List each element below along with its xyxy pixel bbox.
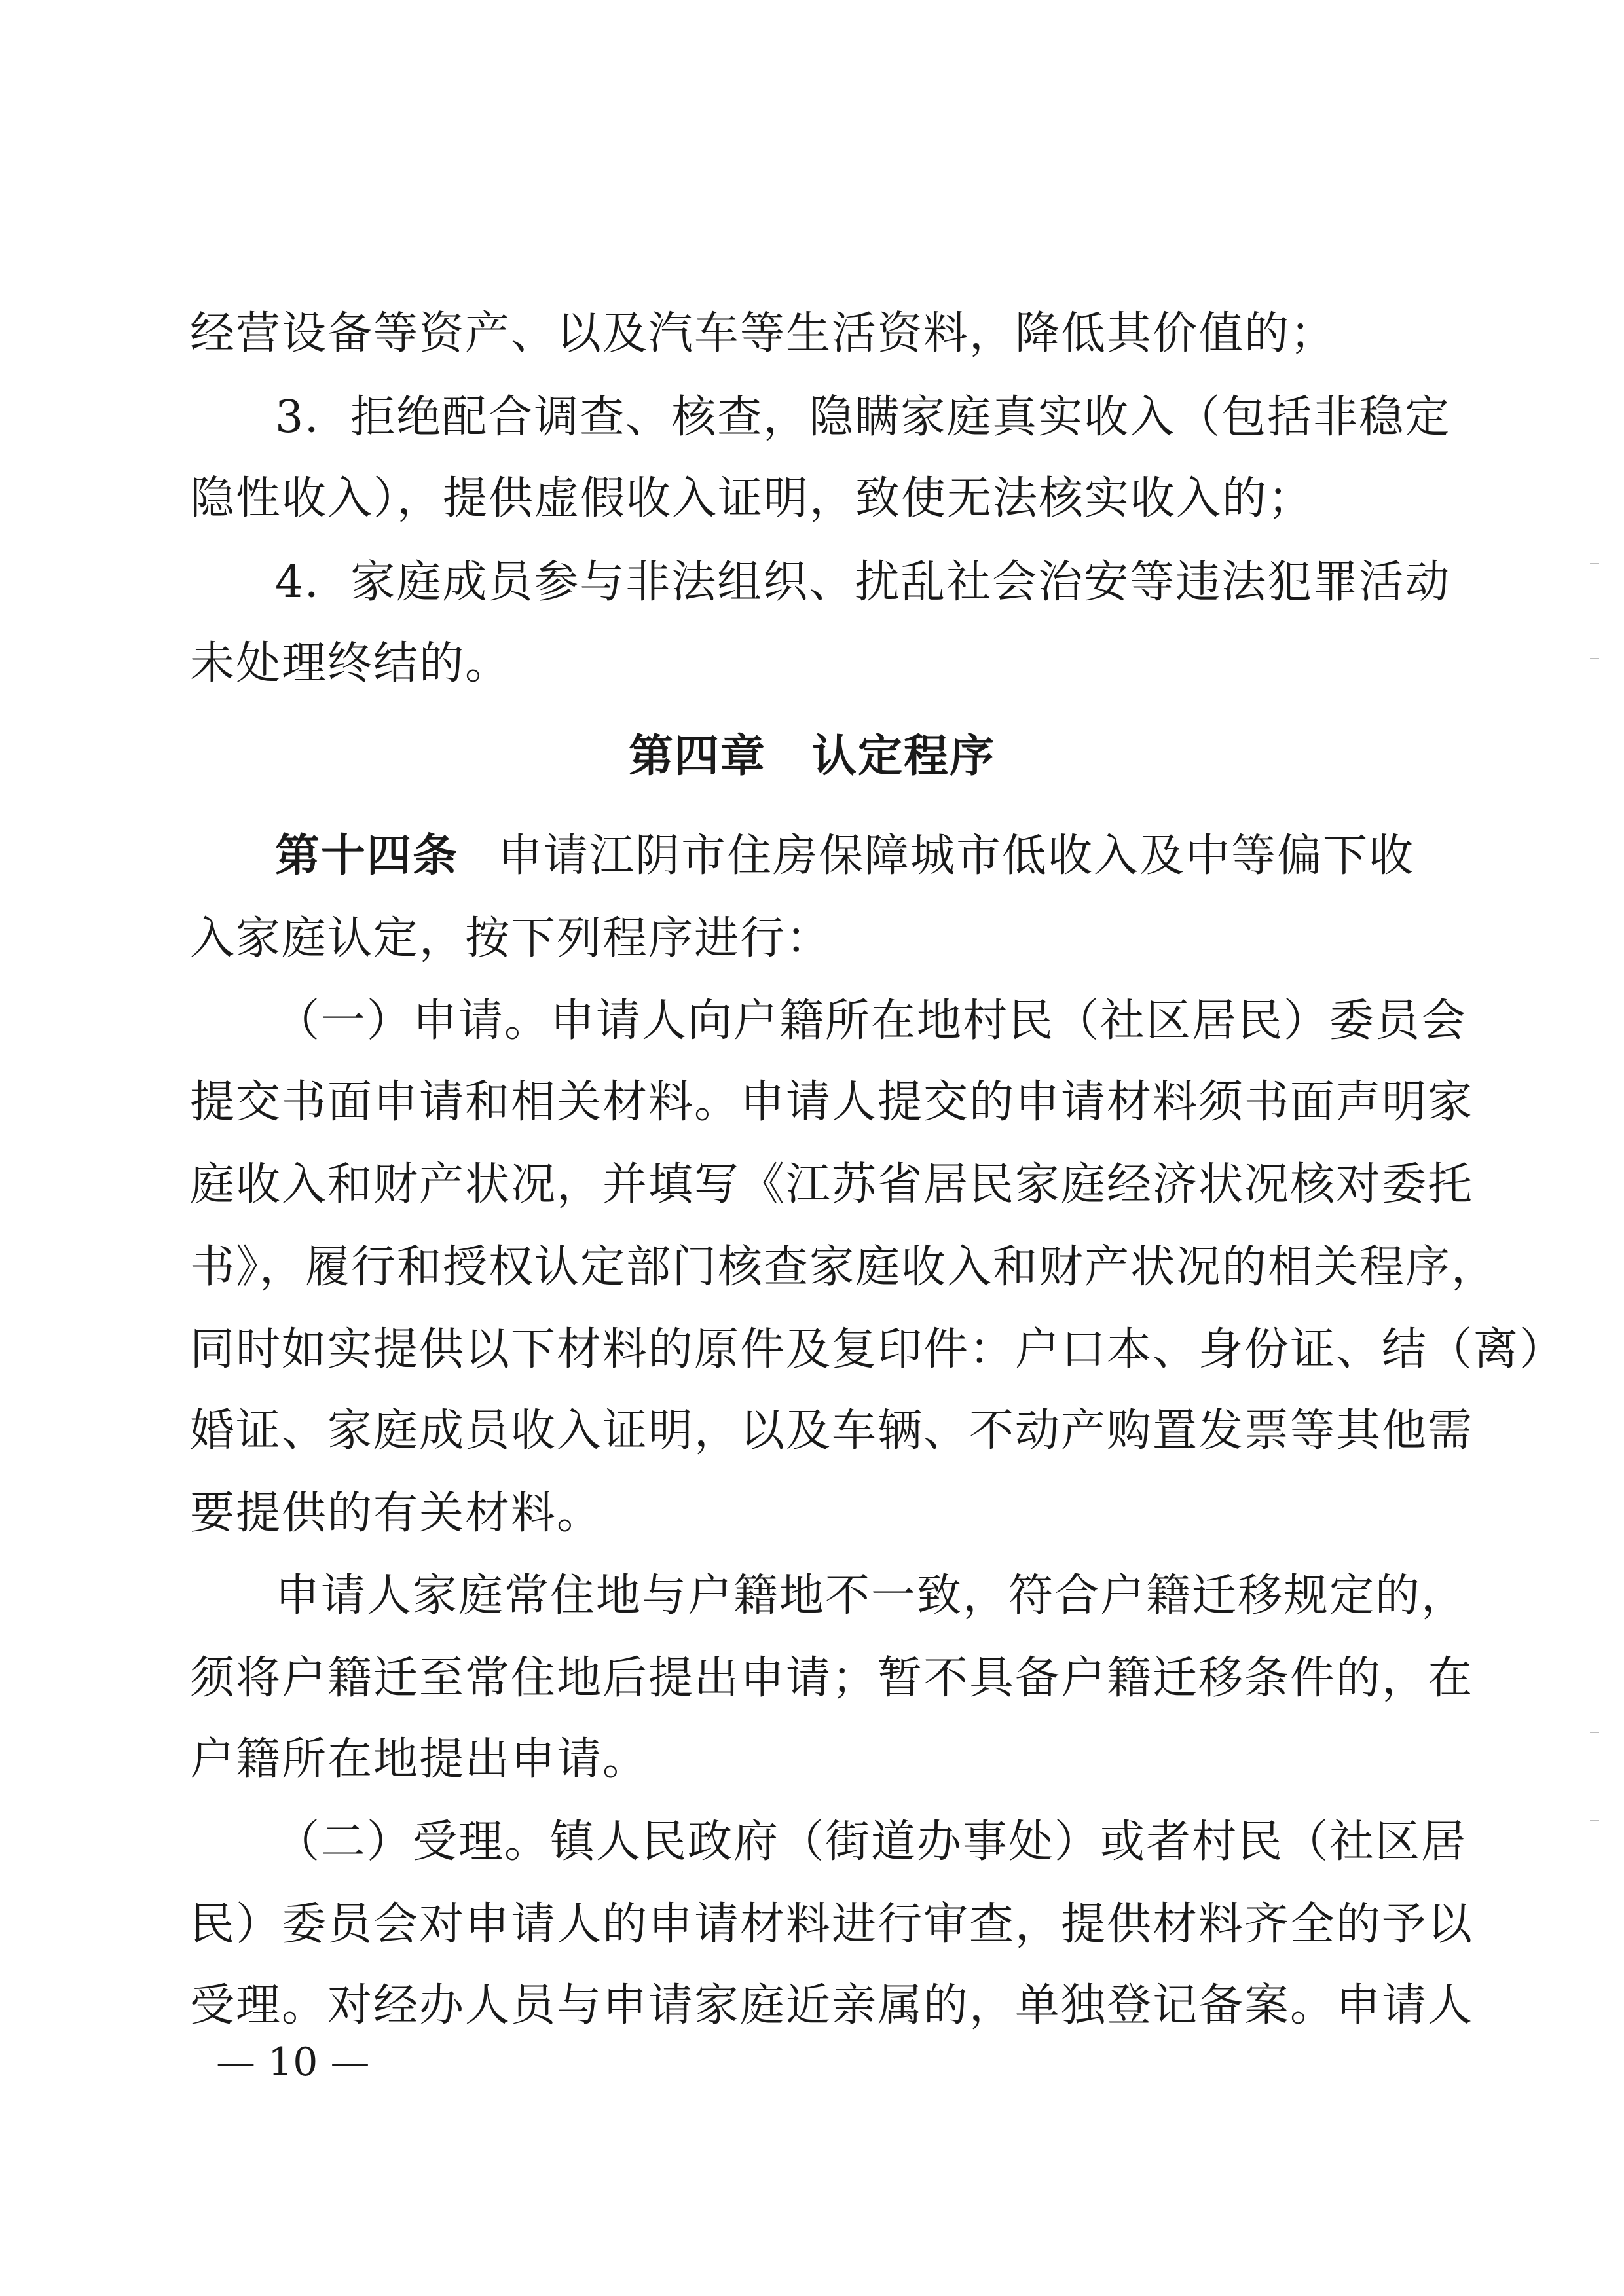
body-line: 受理。对经办人员与申请家庭近亲属的，单独登记备案。申请人 xyxy=(190,1980,1474,2032)
margin-mark xyxy=(1590,1732,1599,1733)
chapter-heading xyxy=(0,715,1624,799)
body-line: 隐性收入），提供虚假收入证明，致使无法核实收入的； xyxy=(190,473,1314,524)
chapter-title: 认定程序 xyxy=(812,731,996,782)
chapter-number: 第四章 xyxy=(628,731,766,782)
body-line: 婚证、家庭成员收入证明，以及车辆、不动产购置发票等其他需 xyxy=(190,1405,1474,1457)
body-line: 入家庭认定，按下列程序进行： xyxy=(190,913,832,964)
body-line: 庭收入和财产状况，并填写《江苏省居民家庭经济状况核对委托 xyxy=(190,1159,1474,1211)
body-line: 要提供的有关材料。 xyxy=(190,1487,603,1539)
body-line: 民）委员会对申请人的申请材料进行审查，提供材料齐全的予以 xyxy=(190,1899,1474,1950)
body-line: 4．家庭成员参与非法组织、扰乱社会治安等违法犯罪活动 xyxy=(275,556,1451,608)
body-line: 3．拒绝配合调查、核查，隐瞒家庭真实收入（包括非稳定 xyxy=(275,392,1451,443)
body-line: （一）申请。申请人向户籍所在地村民（社区居民）委员会 xyxy=(275,995,1467,1047)
margin-mark xyxy=(1590,1820,1599,1821)
article-text: 申请江阴市住房保障城市低收入及中等偏下收 xyxy=(498,830,1415,882)
body-line: 提交书面申请和相关材料。申请人提交的申请材料须书面声明家 xyxy=(190,1076,1474,1128)
body-line: 户籍所在地提出申请。 xyxy=(190,1734,649,1785)
body-line: 未处理终结的。 xyxy=(190,638,511,689)
body-line: 经营设备等资产、以及汽车等生活资料，降低其价值的； xyxy=(190,308,1337,359)
body-line: （二）受理。镇人民政府（街道办事处）或者村民（社区居 xyxy=(275,1816,1467,1868)
article-first-line xyxy=(275,814,1415,898)
body-line: 同时如实提供以下材料的原件及复印件：户口本、身份证、结（离） xyxy=(190,1324,1566,1376)
page-number: — 10 — xyxy=(216,2039,370,2085)
body-line: 申请人家庭常住地与户籍地不一致，符合户籍迁移规定的， xyxy=(275,1570,1467,1622)
margin-mark xyxy=(1590,563,1599,564)
margin-mark xyxy=(1590,658,1599,659)
article-label: 第十四条 xyxy=(275,830,459,882)
body-line: 书》，履行和授权认定部门核查家庭收入和财产状况的相关程序， xyxy=(190,1241,1498,1293)
body-line: 须将户籍迁至常住地后提出申请；暂不具备户籍迁移条件的，在 xyxy=(190,1652,1474,1704)
